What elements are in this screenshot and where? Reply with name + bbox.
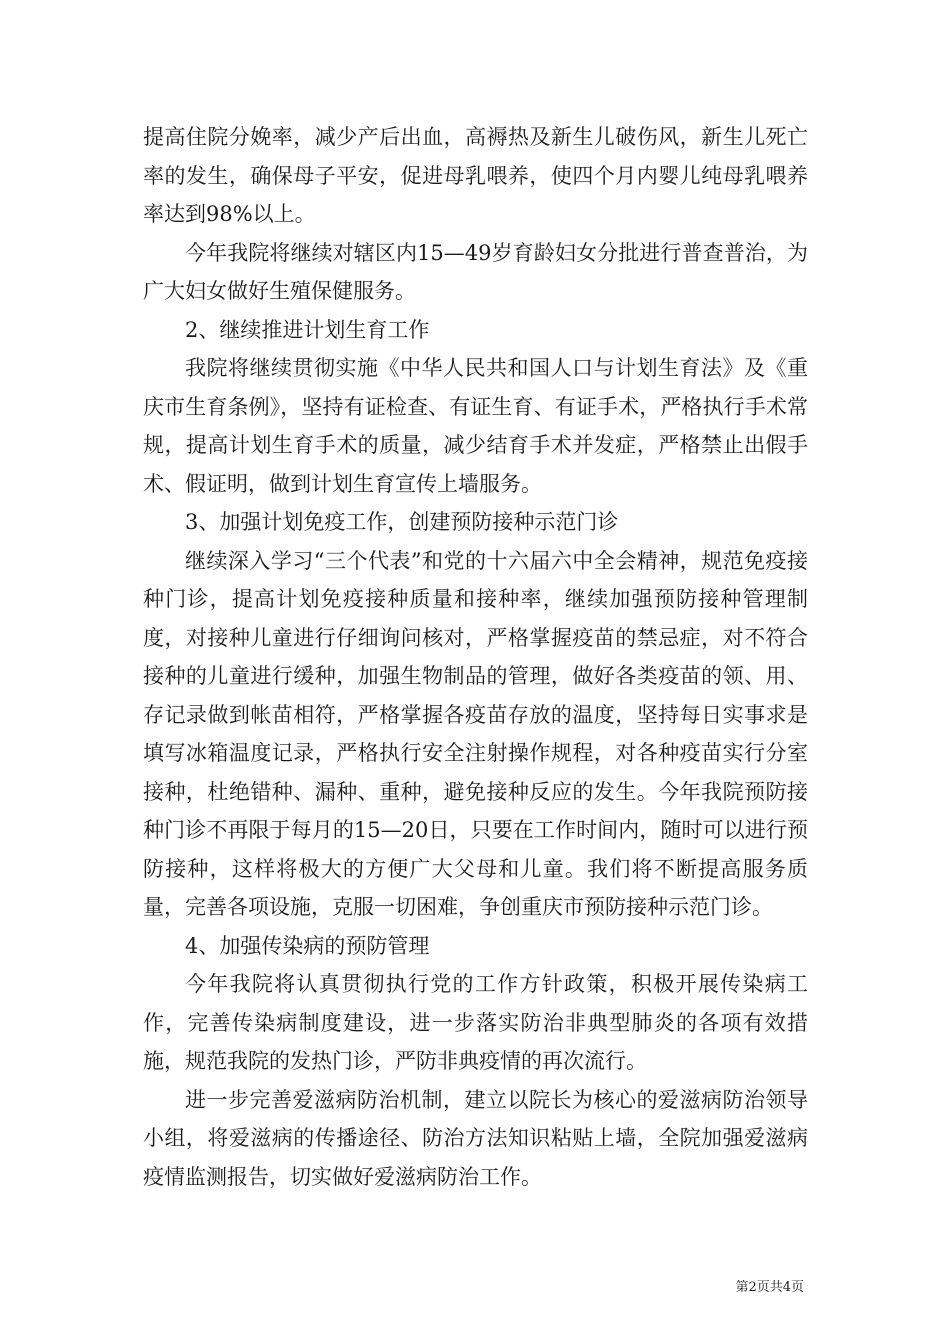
section-heading: 2、继续推进计划生育工作: [185, 317, 430, 342]
document-body: [143, 118, 808, 1196]
paragraph: 今年我院将认真贯彻执行党的工作方针政策，积极开展传染病工作，完善传染病制度建设，进一步落实防治非典型肺炎的各项有效措施，规范我院的发热门诊，严防非典疫情的再次流行。: [143, 972, 808, 1073]
paragraph: 今年我院将继续对辖区内15—49岁育龄妇女分批进行普查普治，为广大妇女做好生殖保健服务。: [143, 240, 808, 303]
paragraph: 我院将继续贯彻实施《中华人民共和国人口与计划生育法》及《重庆市生育条例》，坚持有证检查、有证生育、有证手术，严格执行手术常规，提高计划生育手术的质量，减少结育手术并发症，严格禁止出假手术、假证明，做到计划生育宣传上墙服务。: [143, 356, 808, 496]
paragraph: 进一步完善爱滋病防治机制，建立以院长为核心的爱滋病防治领导小组，将爱滋病的传播途径、防治方法知识粘贴上墙，全院加强爱滋病疫情监测报告，切实做好爱滋病防治工作。: [143, 1087, 808, 1189]
paragraph-continued: 提高住院分娩率，减少产后出血，高褥热及新生儿破伤风，新生儿死亡率的发生，确保母子平安，促进母乳喂养，使四个月内婴儿纯母乳喂养率达到98%以上。: [143, 125, 808, 226]
section-heading: 4、加强传染病的预防管理: [185, 933, 430, 958]
paragraph: 继续深入学习“三个代表”和党的十六届六中全会精神，规范免疫接种门诊，提高计划免疫接种质量和接种率，继续加强预防接种管理制度，对接种儿童进行仔细询问核对，严格掌握疫苗的禁忌症，对不符合接种的儿童进行缓种，加强生物制品的管理，做好各类疫苗的领、用、存记录做到帐苗相符，严格掌握各疫苗存放的温度，坚持每日实事求是填写冰箱温度记录，严格执行安全注射操作规程，对各种疫苗实行分室接种，杜绝错种、漏种、重种，避免接种反应的发生。今年我院预防接种门诊不再限于每月的15—20日，只要在工作时间内，随时可以进行预防接种，这样将极大的方便广大父母和儿童。我们将不断提高服务质量，完善各项设施，克服一切困难，争创重庆市预防接种示范门诊。: [143, 548, 808, 919]
page-number: 第2页共4页: [735, 1280, 804, 1295]
section-heading: 3、加强计划免疫工作，创建预防接种示范门诊: [185, 510, 619, 534]
